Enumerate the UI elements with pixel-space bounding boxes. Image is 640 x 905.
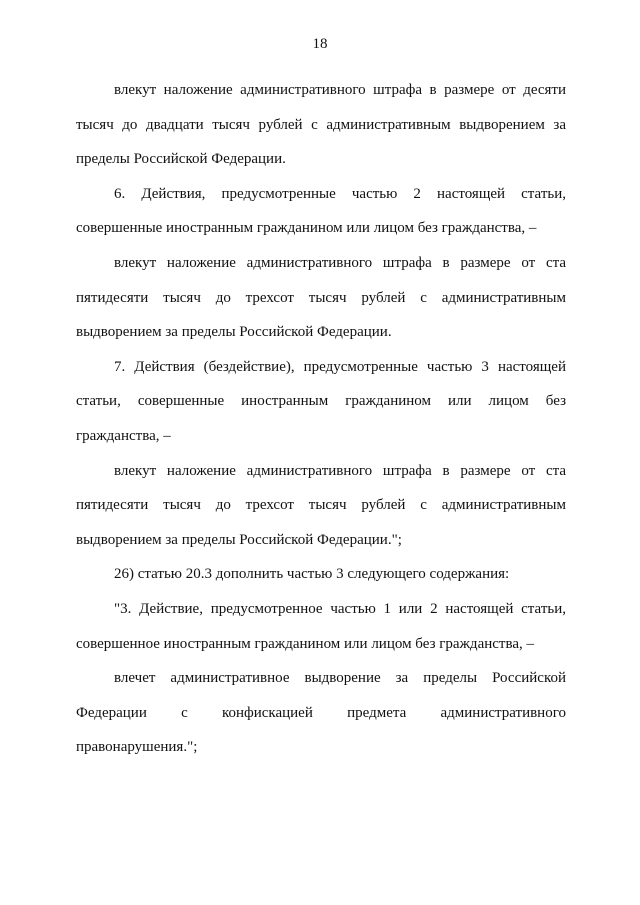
document-body [76, 73, 566, 765]
paragraph-part-7: 7. Действия (бездействие), предусмотренные частью 3 настоящей статьи, совершенные иностранным гражданином или лицом без гражданства, – [76, 358, 566, 444]
paragraph-part-6: 6. Действия, предусмотренные частью 2 настоящей статьи, совершенные иностранным гражданином или лицом без гражданства, – [76, 185, 566, 237]
paragraph-penalty-6: влекут наложение административного штрафа в размере от ста пятидесяти тысяч до трехсот тысяч рублей с административным выдворением за пределы Российской Федерации. [76, 254, 566, 341]
paragraph-penalty-1: влекут наложение административного штрафа в размере от десяти тысяч до двадцати тысяч рублей с административным выдворением за пределы Российской Федерации. [76, 82, 566, 168]
paragraph-penalty-7: влекут наложение административного штрафа в размере от ста пятидесяти тысяч до трехсот тысяч рублей с административным выдворением за пределы Российской Федерации."; [76, 462, 566, 548]
page-number: 18 [312, 36, 328, 52]
paragraph-part-3: "3. Действие, предусмотренное частью 1 или 2 настоящей статьи, совершенное иностранным гражданином или лицом без гражданства, – [76, 600, 566, 652]
paragraph-expulsion: влечет административное выдворение за пределы Российской Федерации с конфискацией предмета административного правонарушения."; [76, 670, 566, 756]
paragraph-item-26: 26) статью 20.3 дополнить частью 3 следующего содержания: [114, 566, 510, 583]
